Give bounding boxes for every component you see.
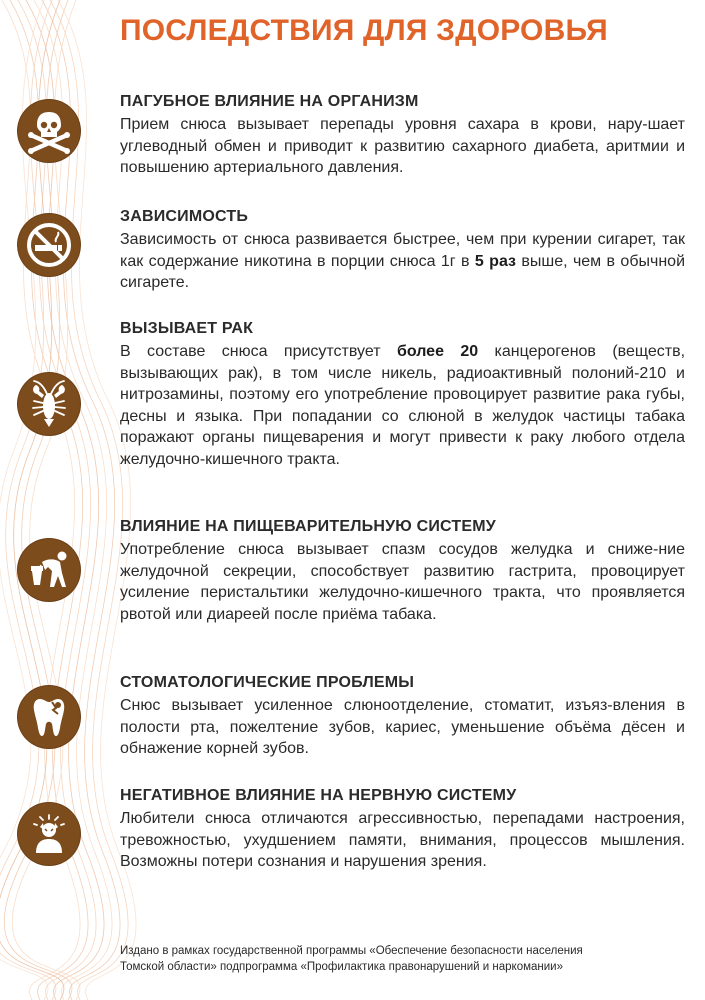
section-dental <box>120 674 685 760</box>
section-text: В составе снюса присутствует более 20 канцерогенов (веществ, вызывающих рак), в том числе никель, радиоактивный полоний-210 и нитрозамины, поэтому его употребление провоцирует развитие рака губы, десны и языка. При попадании со слюной в желудок частицы табака поражают органы пищеварения и могут привести к раку любого отдела желудочно-кишечного тракта. <box>120 343 686 468</box>
skull-crossbones-icon <box>18 100 80 162</box>
crayfish-icon <box>18 373 80 435</box>
section-text: Любители снюса отличаются агрессивностью, перепадами настроения, тревожностью, ухудшением памяти, внимания, процессов мышления. Возможны потери сознания и нарушения зрения. <box>120 810 685 870</box>
footer-line-2: Томской области» подпрограмма «Профилактика правонарушений и наркомании» <box>120 961 564 973</box>
footer-line-1: Издано в рамках государственной программы «Обеспечение безопасности населения <box>120 945 583 957</box>
section-addiction <box>120 208 685 294</box>
highlight-5-times: 5 раз <box>474 252 516 270</box>
section-heading: СТОМАТОЛОГИЧЕСКИЕ ПРОБЛЕМЫ <box>120 674 415 691</box>
section-heading: ВЫЗЫВАЕТ РАК <box>120 320 254 337</box>
vomiting-person-icon <box>18 539 80 601</box>
highlight-more-than-20: более 20 <box>396 343 479 360</box>
section-nervous <box>120 787 685 873</box>
section-heading: ЗАВИСИМОСТЬ <box>120 208 249 225</box>
section-text: Прием снюса вызывает перепады уровня сахара в крови, нару-шает углеводный обмен и приводит к развитию сахарного диабета, аритмии и повышению артериального давления. <box>120 116 685 176</box>
section-text: Употребление снюса вызывает спазм сосудов желудка и сниже-ние желудочной секреции, способствует развитию гастрита, провоцирует усиление перистальтики желудочно-кишечного тракта, что проявляется рвотой или диареей после приёма табака. <box>120 541 685 623</box>
section-heading: ПАГУБНОЕ ВЛИЯНИЕ НА ОРГАНИЗМ <box>120 93 419 110</box>
damaged-tooth-icon <box>18 686 80 748</box>
section-cancer <box>120 320 685 470</box>
section-harmful-effect <box>120 93 685 179</box>
footer-note <box>120 943 700 975</box>
stressed-person-icon <box>18 803 80 865</box>
section-text: Снюс вызывает усиленное слюноотделение, стоматит, изъяз-вления в полости рта, пожелтение зубов, кариес, уменьшение объёма дёсен и обнажение корней зубов. <box>120 697 685 757</box>
section-text: Зависимость от снюса развивается быстрее, чем при курении сигарет, так как содержание никотина в порции снюса 1г в 5 раз выше, чем в обычной сигарете. <box>120 231 686 291</box>
section-heading: ВЛИЯНИЕ НА ПИЩЕВАРИТЕЛЬНУЮ СИСТЕМУ <box>120 518 496 535</box>
no-smoking-icon <box>18 214 80 276</box>
page-title: ПОСЛЕДСТВИЯ ДЛЯ ЗДОРОВЬЯ <box>120 14 608 47</box>
section-digestive <box>120 518 685 625</box>
section-heading: НЕГАТИВНОЕ ВЛИЯНИЕ НА НЕРВНУЮ СИСТЕМУ <box>120 787 517 804</box>
